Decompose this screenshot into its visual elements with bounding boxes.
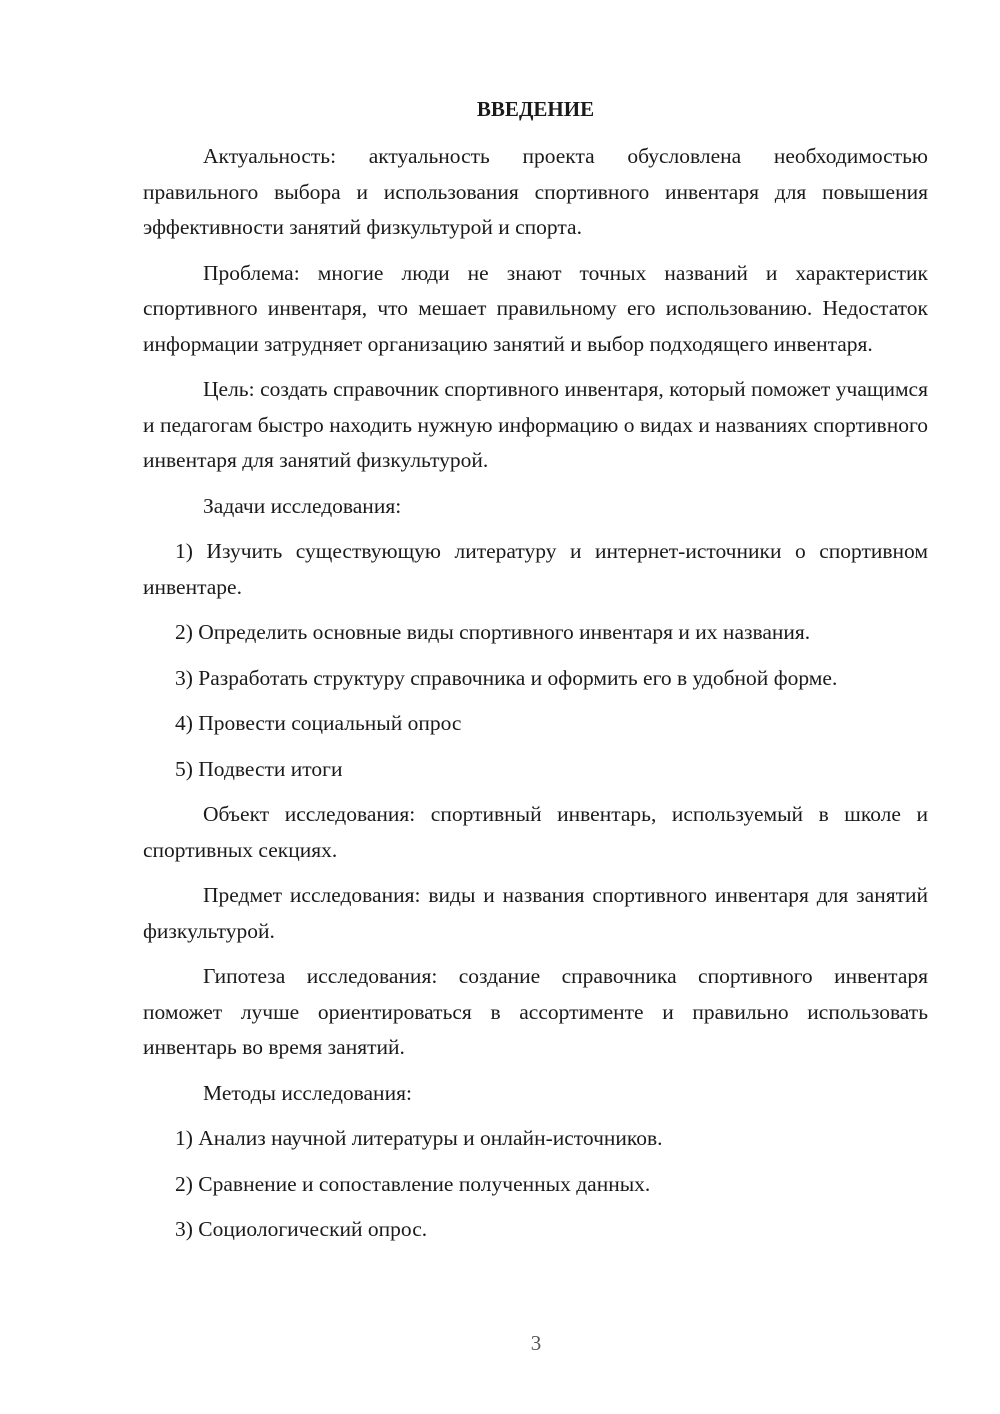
method-item-1: 1) Анализ научной литературы и онлайн-источников. [175, 1126, 663, 1150]
goal-paragraph: Цель: создать справочник спортивного инвентаря, который поможет учащимся и педагогам быстро находить нужную информацию о видах и названиях спортивного инвентаря для занятий физкультурой. [143, 377, 928, 472]
task-item-3: 3) Разработать структуру справочника и оформить его в удобной форме. [175, 665, 838, 690]
subject-paragraph: Предмет исследования: виды и названия спортивного инвентаря для занятий физкультурой. [143, 883, 928, 943]
problem-paragraph: Проблема: многие люди не знают точных названий и характеристик спортивного инвентаря, что мешает правильному его использованию. Недостаток информации затрудняет организацию занятий и выбор подходящего инвентаря. [143, 260, 928, 356]
method-item-2: 2) Сравнение и сопоставление полученных данных. [175, 1171, 651, 1196]
tasks-heading: Задачи исследования: [203, 493, 402, 518]
task-item-4: 4) Провести социальный опрос [175, 711, 462, 735]
methods-heading: Методы исследования: [203, 1080, 412, 1105]
task-item-5: 5) Подвести итоги [175, 756, 343, 781]
page-number: 3 [530, 1331, 542, 1355]
object-paragraph: Объект исследования: спортивный инвентарь, используемый в школе и спортивных секциях. [143, 802, 928, 862]
relevance-paragraph: Актуальность: актуальность проекта обусловлена необходимостью правильного выбора и использования спортивного инвентаря для повышения эффективности занятий физкультурой и спорта. [143, 144, 928, 239]
document-page [143, 92, 928, 1258]
task-item-2: 2) Определить основные виды спортивного инвентаря и их названия. [175, 620, 811, 644]
method-item-3: 3) Социологический опрос. [175, 1217, 428, 1241]
section-title: ВВЕДЕНИЕ [476, 97, 595, 121]
hypothesis-paragraph: Гипотеза исследования: создание справочника спортивного инвентаря поможет лучше ориентироваться в ассортименте и правильно использовать инвентарь во время занятий. [143, 964, 928, 1059]
task-item-1: 1) Изучить существующую литературу и интернет-источники о спортивном инвентаре. [143, 539, 928, 599]
